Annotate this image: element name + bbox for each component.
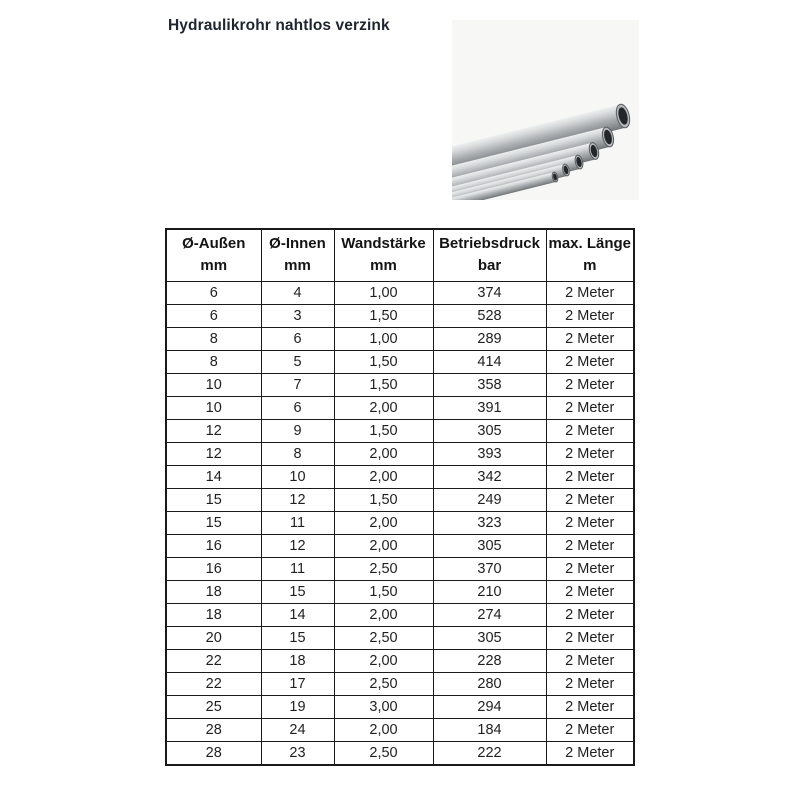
- cell-operating-pressure: 323: [433, 512, 546, 535]
- cell-outer-diameter: 25: [166, 696, 261, 719]
- table-row: [166, 512, 634, 535]
- col-header-outer-diameter: [166, 229, 261, 282]
- cell-outer-diameter: 20: [166, 627, 261, 650]
- table-row: [166, 328, 634, 351]
- cell-max-length: 2 Meter: [546, 535, 634, 558]
- cell-wall-thickness: 2,00: [334, 650, 433, 673]
- cell-inner-diameter: 7: [261, 374, 334, 397]
- cell-operating-pressure: 370: [433, 558, 546, 581]
- cell-max-length: 2 Meter: [546, 696, 634, 719]
- cell-wall-thickness: 2,50: [334, 742, 433, 766]
- cell-operating-pressure: 374: [433, 282, 546, 305]
- cell-outer-diameter: 28: [166, 719, 261, 742]
- cell-outer-diameter: 8: [166, 351, 261, 374]
- cell-outer-diameter: 6: [166, 305, 261, 328]
- cell-operating-pressure: 358: [433, 374, 546, 397]
- cell-operating-pressure: 210: [433, 581, 546, 604]
- cell-max-length: 2 Meter: [546, 351, 634, 374]
- cell-outer-diameter: 6: [166, 282, 261, 305]
- cell-outer-diameter: 8: [166, 328, 261, 351]
- table-row: [166, 673, 634, 696]
- cell-operating-pressure: 414: [433, 351, 546, 374]
- cell-max-length: 2 Meter: [546, 650, 634, 673]
- cell-inner-diameter: 11: [261, 512, 334, 535]
- cell-inner-diameter: 17: [261, 673, 334, 696]
- table-row: [166, 374, 634, 397]
- cell-outer-diameter: 15: [166, 489, 261, 512]
- cell-max-length: 2 Meter: [546, 742, 634, 766]
- cell-max-length: 2 Meter: [546, 420, 634, 443]
- cell-outer-diameter: 16: [166, 558, 261, 581]
- cell-max-length: 2 Meter: [546, 719, 634, 742]
- spec-table: [165, 228, 635, 766]
- cell-inner-diameter: 11: [261, 558, 334, 581]
- cell-wall-thickness: 1,50: [334, 305, 433, 328]
- cell-inner-diameter: 24: [261, 719, 334, 742]
- table-row: [166, 282, 634, 305]
- cell-wall-thickness: 2,00: [334, 443, 433, 466]
- cell-max-length: 2 Meter: [546, 328, 634, 351]
- table-row: [166, 742, 634, 766]
- cell-inner-diameter: 10: [261, 466, 334, 489]
- cell-max-length: 2 Meter: [546, 581, 634, 604]
- table-row: [166, 351, 634, 374]
- table-row: [166, 420, 634, 443]
- cell-outer-diameter: 16: [166, 535, 261, 558]
- table-row: [166, 305, 634, 328]
- table-row: [166, 627, 634, 650]
- cell-outer-diameter: 12: [166, 420, 261, 443]
- cell-wall-thickness: 1,00: [334, 328, 433, 351]
- cell-inner-diameter: 14: [261, 604, 334, 627]
- cell-inner-diameter: 15: [261, 581, 334, 604]
- cell-wall-thickness: 2,00: [334, 466, 433, 489]
- cell-inner-diameter: 9: [261, 420, 334, 443]
- cell-outer-diameter: 18: [166, 581, 261, 604]
- cell-operating-pressure: 305: [433, 420, 546, 443]
- cell-inner-diameter: 15: [261, 627, 334, 650]
- cell-max-length: 2 Meter: [546, 558, 634, 581]
- col-header-label: max. Länge: [548, 235, 632, 252]
- cell-operating-pressure: 274: [433, 604, 546, 627]
- cell-operating-pressure: 294: [433, 696, 546, 719]
- cell-wall-thickness: 3,00: [334, 696, 433, 719]
- col-header-operating-pressure: [433, 229, 546, 282]
- spec-table-head: [166, 229, 634, 282]
- col-header-unit: bar: [477, 257, 502, 274]
- cell-outer-diameter: 10: [166, 374, 261, 397]
- cell-wall-thickness: 2,00: [334, 719, 433, 742]
- col-header-label: Ø-Innen: [269, 235, 326, 252]
- header-row: [166, 229, 634, 282]
- col-header-unit: mm: [200, 257, 228, 274]
- cell-wall-thickness: 2,00: [334, 512, 433, 535]
- cell-max-length: 2 Meter: [546, 466, 634, 489]
- cell-outer-diameter: 10: [166, 397, 261, 420]
- cell-wall-thickness: 1,50: [334, 420, 433, 443]
- cell-operating-pressure: 289: [433, 328, 546, 351]
- cell-wall-thickness: 2,50: [334, 558, 433, 581]
- cell-outer-diameter: 12: [166, 443, 261, 466]
- cell-max-length: 2 Meter: [546, 627, 634, 650]
- table-row: [166, 696, 634, 719]
- cell-max-length: 2 Meter: [546, 489, 634, 512]
- cell-operating-pressure: 184: [433, 719, 546, 742]
- table-row: [166, 650, 634, 673]
- pipes-illustration: [452, 20, 639, 200]
- cell-wall-thickness: 1,50: [334, 351, 433, 374]
- cell-max-length: 2 Meter: [546, 305, 634, 328]
- col-header-wall-thickness: [334, 229, 433, 282]
- cell-operating-pressure: 280: [433, 673, 546, 696]
- col-header-label: Wandstärke: [341, 235, 426, 252]
- cell-max-length: 2 Meter: [546, 604, 634, 627]
- cell-max-length: 2 Meter: [546, 397, 634, 420]
- col-header-unit: mm: [284, 257, 311, 274]
- cell-wall-thickness: 1,50: [334, 489, 433, 512]
- cell-wall-thickness: 1,50: [334, 374, 433, 397]
- cell-outer-diameter: 22: [166, 673, 261, 696]
- page-title: Hydraulikrohr nahtlos verzink: [168, 17, 390, 34]
- table-row: [166, 489, 634, 512]
- cell-inner-diameter: 23: [261, 742, 334, 766]
- col-header-inner-diameter: [261, 229, 334, 282]
- table-row: [166, 443, 634, 466]
- cell-operating-pressure: 528: [433, 305, 546, 328]
- cell-wall-thickness: 2,50: [334, 673, 433, 696]
- cell-operating-pressure: 305: [433, 535, 546, 558]
- cell-wall-thickness: 2,50: [334, 627, 433, 650]
- cell-inner-diameter: 4: [261, 282, 334, 305]
- cell-inner-diameter: 6: [261, 397, 334, 420]
- col-header-unit: m: [583, 257, 597, 274]
- cell-max-length: 2 Meter: [546, 282, 634, 305]
- table-row: [166, 466, 634, 489]
- cell-inner-diameter: 19: [261, 696, 334, 719]
- cell-max-length: 2 Meter: [546, 443, 634, 466]
- cell-wall-thickness: 2,00: [334, 535, 433, 558]
- col-header-label: Ø-Außen: [182, 235, 246, 252]
- cell-operating-pressure: 222: [433, 742, 546, 766]
- cell-operating-pressure: 228: [433, 650, 546, 673]
- cell-inner-diameter: 12: [261, 489, 334, 512]
- col-header-label: Betriebsdruck: [439, 235, 540, 252]
- cell-max-length: 2 Meter: [546, 512, 634, 535]
- cell-operating-pressure: 393: [433, 443, 546, 466]
- cell-wall-thickness: 1,50: [334, 581, 433, 604]
- cell-outer-diameter: 28: [166, 742, 261, 766]
- cell-outer-diameter: 18: [166, 604, 261, 627]
- cell-max-length: 2 Meter: [546, 673, 634, 696]
- cell-outer-diameter: 15: [166, 512, 261, 535]
- table-row: [166, 604, 634, 627]
- table-row: [166, 581, 634, 604]
- cell-wall-thickness: 1,00: [334, 282, 433, 305]
- steel-pipes-photo: [452, 20, 639, 200]
- cell-wall-thickness: 2,00: [334, 397, 433, 420]
- cell-inner-diameter: 6: [261, 328, 334, 351]
- cell-inner-diameter: 3: [261, 305, 334, 328]
- cell-inner-diameter: 5: [261, 351, 334, 374]
- cell-max-length: 2 Meter: [546, 374, 634, 397]
- col-header-max-length: [546, 229, 634, 282]
- col-header-unit: mm: [370, 257, 397, 274]
- table-row: [166, 397, 634, 420]
- cell-inner-diameter: 8: [261, 443, 334, 466]
- table-row: [166, 719, 634, 742]
- cell-operating-pressure: 305: [433, 627, 546, 650]
- spec-table-body: [166, 282, 634, 766]
- table-row: [166, 558, 634, 581]
- cell-operating-pressure: 391: [433, 397, 546, 420]
- cell-outer-diameter: 14: [166, 466, 261, 489]
- cell-operating-pressure: 342: [433, 466, 546, 489]
- cell-inner-diameter: 18: [261, 650, 334, 673]
- cell-wall-thickness: 2,00: [334, 604, 433, 627]
- table-row: [166, 535, 634, 558]
- cell-inner-diameter: 12: [261, 535, 334, 558]
- cell-operating-pressure: 249: [433, 489, 546, 512]
- cell-outer-diameter: 22: [166, 650, 261, 673]
